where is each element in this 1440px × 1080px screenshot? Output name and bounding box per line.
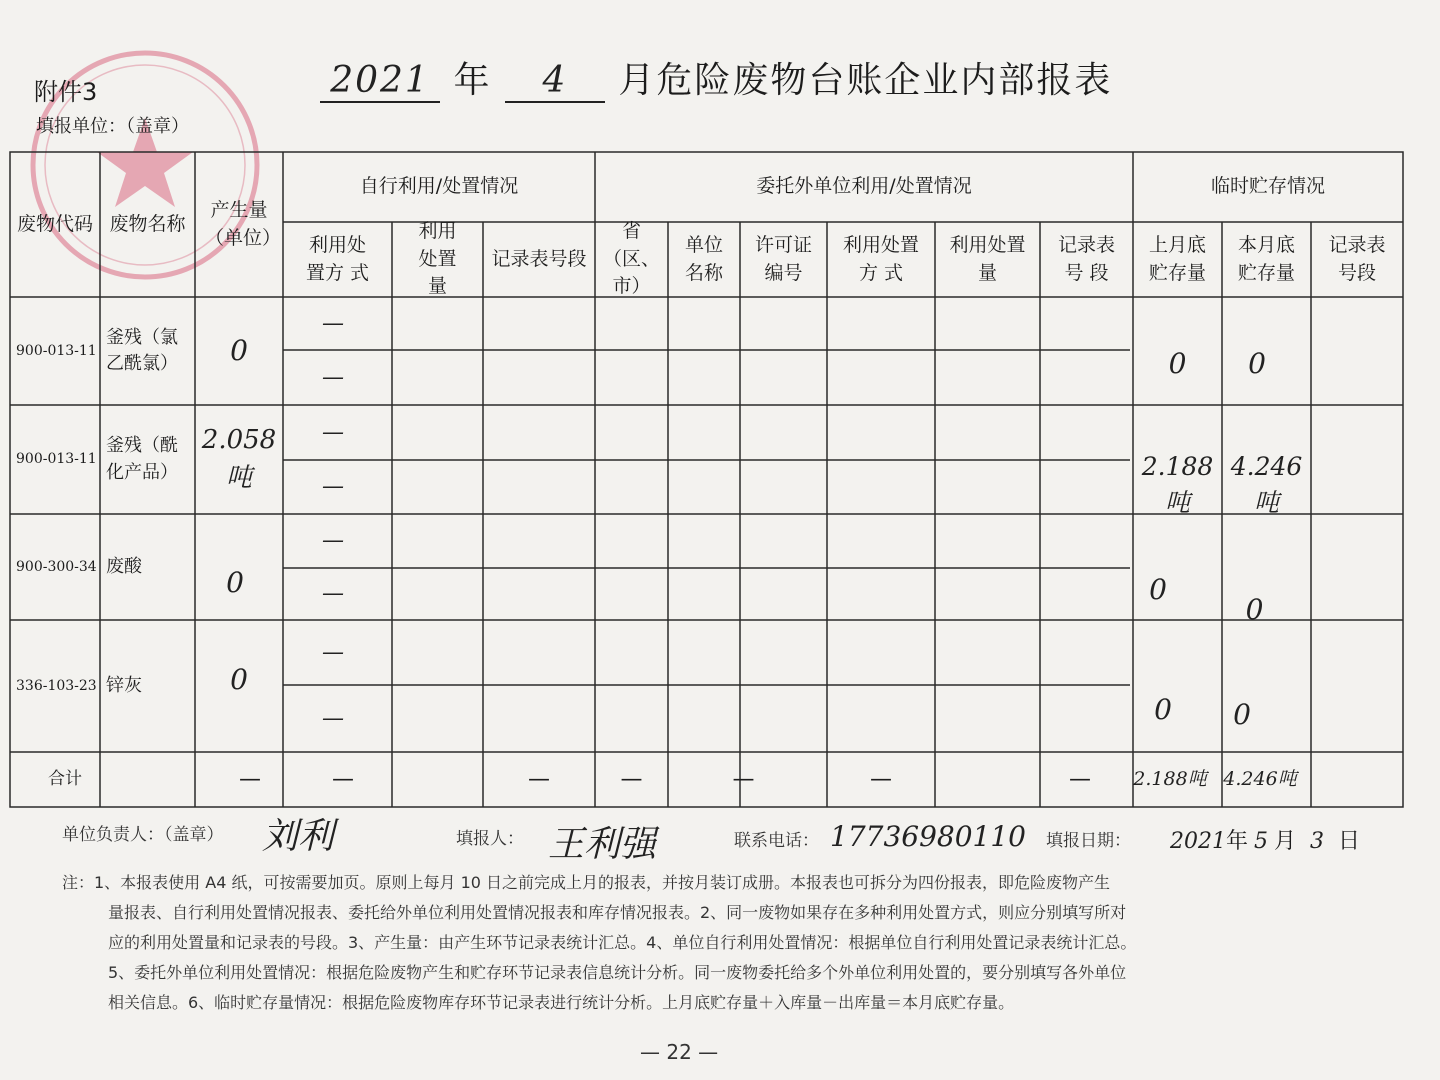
filler-unit-label: 填报单位：（盖章）	[36, 116, 189, 137]
row3-production: 0	[226, 565, 244, 599]
header-entrust-group: 委托外单位利用/处置情况	[756, 175, 972, 198]
header-storage-record: 记录表号段	[1328, 233, 1386, 284]
filler-label: 填报人：	[456, 829, 524, 849]
filler-signature: 王利强	[548, 824, 657, 865]
total-dash-production: —	[239, 766, 261, 792]
note-line: 应的利用处置量和记录表的号段。3、产生量：由产生环节记录表统计汇总。4、单位自行利用处置情况：根据单位自行利用处置记录表统计汇总。	[108, 933, 1137, 952]
header-waste-code: 废物代码	[16, 212, 93, 235]
row2-dash1: —	[322, 419, 344, 445]
row3-dash2: —	[322, 581, 344, 607]
title-year: 2021	[320, 60, 440, 103]
row2-production: 2.058吨	[201, 424, 277, 493]
total-label: 合计	[48, 769, 82, 790]
total-dash-province: —	[620, 766, 643, 792]
total-this-month: 4.246吨	[1223, 767, 1297, 790]
row2-this-month: 4.246吨	[1230, 451, 1303, 517]
row1-this-month: 0	[1248, 346, 1266, 380]
phone-value: 17736980110	[830, 820, 1026, 853]
date-label: 填报日期：	[1046, 831, 1131, 851]
row1-dash1: —	[322, 310, 344, 336]
header-entrust-method: 利用处置方 式	[842, 233, 919, 284]
row1-name: 釜残（氯乙酰氯）	[106, 326, 178, 374]
row4-last-month: 0	[1154, 692, 1172, 726]
row4-dash1: —	[322, 639, 344, 665]
total-dash-entrust-method: —	[870, 766, 892, 792]
note-line: 相关信息。6、临时贮存量情况：根据危险废物库存环节记录表进行统计分析。上月底贮存量＋入库量－出库量＝本月底贮存量。	[108, 993, 1015, 1012]
header-self-method: 利用处置方 式	[305, 233, 370, 284]
header-waste-name: 废物名称	[109, 212, 186, 235]
note-line: 注：1、本报表使用 A4 纸，可按需要加页。原则上每月 10 日之前完成上月的报表，并按月装订成册。本报表也可拆分为四份报表，即危险废物产生	[62, 873, 1111, 892]
header-entrust-record: 记录表号 段	[1057, 233, 1115, 284]
row4-production: 0	[230, 662, 248, 696]
total-dash-self-method: —	[332, 766, 354, 792]
title-year-suffix: 年	[453, 60, 492, 101]
row1-last-month: 0	[1168, 346, 1187, 380]
date-year: 2021	[1170, 829, 1226, 854]
note-line: 量报表、自行利用处置情况报表、委托给外单位利用处置情况报表和库存情况报表。2、同一废物如果存在多种利用处置方式，则应分别填写所对	[108, 903, 1127, 922]
row4-name: 锌灰	[106, 674, 142, 696]
header-entrust-amount: 利用处置量	[949, 233, 1026, 284]
header-storage-group: 临时贮存情况	[1210, 175, 1325, 198]
date-month-suffix: 月	[1274, 829, 1297, 854]
date-month: 5	[1254, 829, 1269, 854]
date-day: 3	[1310, 829, 1325, 854]
row4-this-month: 0	[1233, 697, 1251, 731]
row3-this-month: 0	[1245, 592, 1264, 626]
header-entrust-province: 省（区、市）	[602, 220, 660, 298]
note-line: 5、委托外单位利用处置情况：根据危险废物产生和贮存环节记录表信息统计分析。同一废物委托给多个外单位利用处置的，要分别填写各外单位	[108, 963, 1127, 982]
row3-dash1: —	[322, 528, 344, 554]
row1-dash2: —	[322, 364, 344, 390]
phone-label: 联系电话：	[734, 831, 819, 851]
row3-last-month: 0	[1149, 572, 1167, 606]
header-self-amount: 利用处置量	[418, 220, 457, 298]
date-day-suffix: 日	[1338, 829, 1361, 854]
appendix-label: 附件3	[34, 78, 98, 106]
leader-signature: 刘利	[262, 816, 335, 857]
row2-dash2: —	[322, 474, 344, 500]
row1-production: 0	[230, 333, 248, 367]
notes	[62, 868, 1362, 1018]
header-self-record: 记录表号段	[491, 247, 587, 270]
header-entrust-license: 许可证编号	[754, 233, 812, 284]
row4-code: 336-103-23	[16, 677, 97, 694]
header-production: 产生量（单位）	[205, 198, 282, 249]
title-text: 月危险废物台账企业内部报表	[618, 60, 1113, 101]
fill-date	[1170, 824, 1360, 855]
title-month: 4	[505, 60, 605, 103]
row3-code: 900-300-34	[16, 558, 97, 575]
total-dash-license: —	[732, 766, 755, 792]
header-last-month-storage: 上月底贮存量	[1148, 233, 1206, 284]
row4-dash2: —	[322, 705, 344, 731]
row2-last-month: 2.188吨	[1141, 451, 1214, 517]
leader-label: 单位负责人：（盖章）	[62, 825, 224, 845]
row1-code: 900-013-11	[16, 342, 97, 359]
row3-name: 废酸	[106, 555, 142, 577]
total-last-month: 2.188吨	[1133, 767, 1207, 790]
total-dash-self-record: —	[528, 766, 550, 792]
header-self-group: 自行利用/处置情况	[359, 175, 519, 198]
header-this-month-storage: 本月底贮存量	[1237, 233, 1295, 284]
row2-name: 釜残（酰化产品）	[106, 435, 178, 483]
header-entrust-unit: 单位名称	[684, 233, 723, 284]
total-dash-entrust-record: —	[1069, 766, 1091, 792]
page-number: — 22 —	[640, 1040, 719, 1064]
row2-code: 900-013-11	[16, 451, 97, 468]
date-year-suffix: 年	[1226, 829, 1249, 854]
